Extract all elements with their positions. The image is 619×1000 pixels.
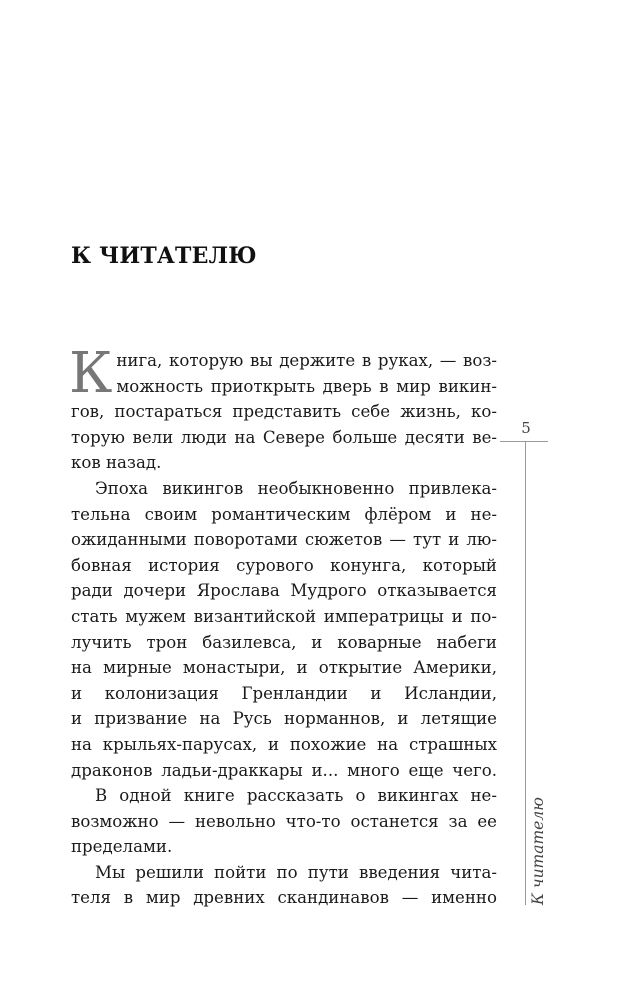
text-line: В одной книге рассказать о викингах не- [95,786,497,806]
margin-rule [525,442,526,905]
text-line: на крыльях-парусах, и похожие на страшных [71,734,497,754]
text-line: торую вели люди на Севере больше десяти ве- [71,427,497,447]
text-line: ков назад. [71,453,162,473]
margin-rule-cap [500,441,548,442]
text-line: и призвание на Русь норманнов, и летящие [71,709,497,729]
text-line: ожиданными поворотами сюжетов — тут и лю- [71,530,497,550]
text-line: можность приоткрыть дверь в мир викин- [116,376,497,396]
body-text [69,341,497,911]
text-line: и колонизация Гренландии и Исландии, [71,683,497,703]
paragraph-2 [71,476,497,783]
paragraph-4 [71,860,497,911]
text-line: драконов ладьи-драккары и... много еще чего. [71,760,497,780]
text-line: ради дочери Ярослава Мудрого отказывается [71,581,497,601]
text-line: Эпоха викингов необыкновенно привлека- [95,478,497,498]
text-line: стать мужем византийской императрицы и по- [71,606,497,626]
text-line: Мы решили пойти по пути введения чита- [95,862,497,882]
running-title: К читателю [529,797,547,905]
page-number: 5 [521,419,531,437]
text-line: пределами. [71,837,173,857]
text-line: бовная история сурового конунга, который [71,555,497,575]
text-line: нига, которую вы держите в руках, — воз- [116,351,497,370]
chapter-heading: К ЧИТАТЕЛЮ [71,243,257,269]
text-line: возможно — невольно что-то останется за ее [71,811,497,831]
text-line: теля в мир древних скандинавов — именно [71,888,497,908]
drop-cap: К [69,341,113,406]
text-line: лучить трон базилевса, и коварные набеги [71,632,497,652]
paragraph-3 [71,783,497,860]
paragraph-1 [69,341,497,476]
text-line: гов, постараться представить себе жизнь, ко- [71,402,497,422]
text-line: на мирные монастыри, и открытие Америки, [71,658,497,678]
text-line: тельна своим романтическим флёром и не- [71,504,497,524]
